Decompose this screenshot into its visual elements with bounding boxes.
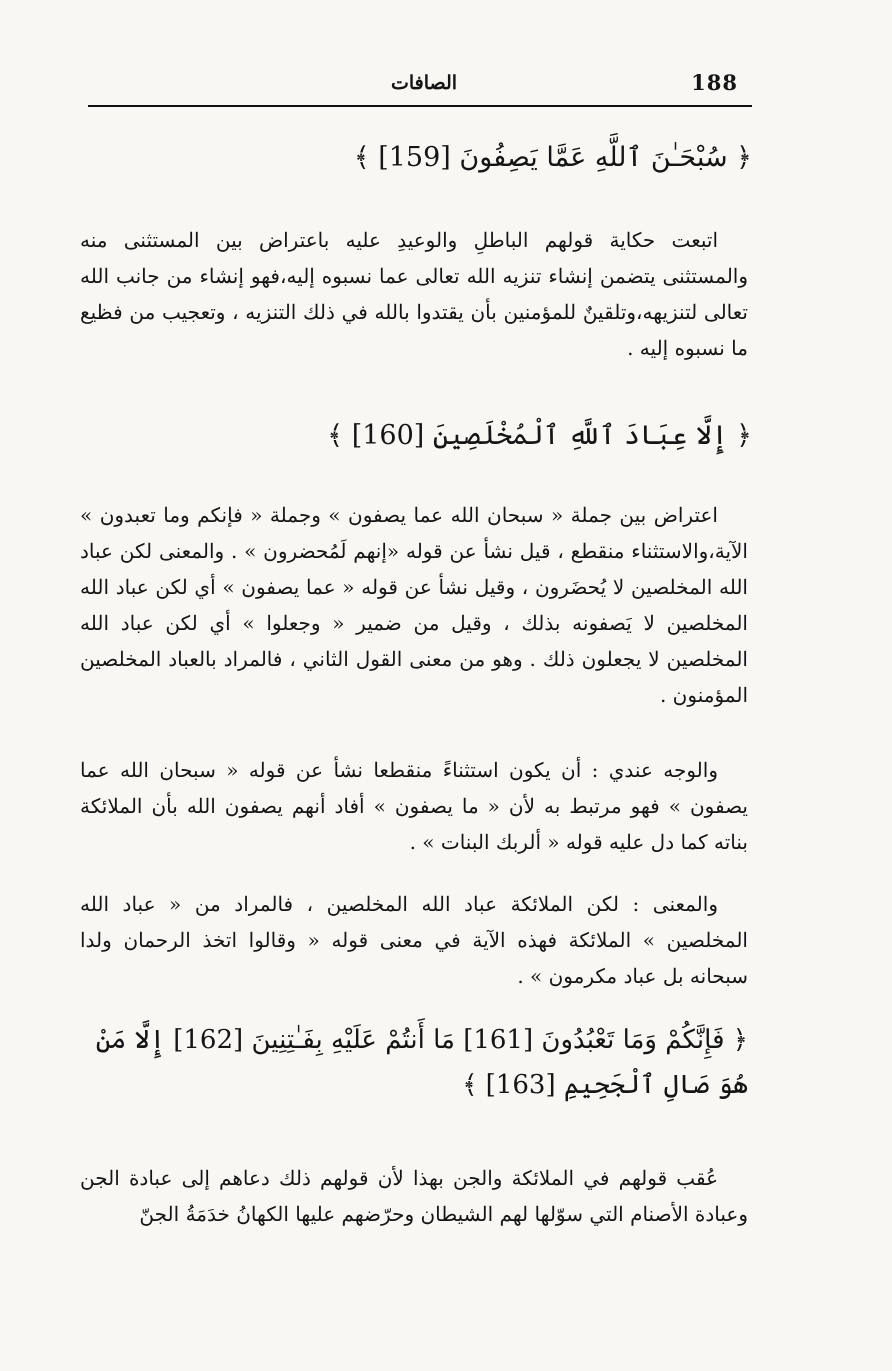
commentary-block-5 xyxy=(80,1160,748,1232)
quran-verse-159: ﴿ سُبْحَـٰنَ ٱللَّهِ عَمَّا يَصِفُونَ [159] ﴾ xyxy=(353,142,752,173)
commentary-block-4 xyxy=(80,886,748,994)
quran-verses-161-163: ﴿ فَإِنَّكُمْ وَمَا تَعْبُدُونَ [161] مَا أَنتُمْ عَلَيْهِ بِفَـٰتِنِينَ [162] إِلَّا مَنْ هُوَ صَالِ ٱلْجَحِيمِ [163] ﴾ xyxy=(95,1025,748,1100)
commentary-paragraph: والوجه عندي : أن يكون استثناءً منقطعا نشأ عن قوله « سبحان الله عما يصفون » فهو مرتبط به لأن « ما يصفون » أفاد أنهم يصفون الله بأن الملائكة بناته كما دل عليه قوله « ألربك البنات » . xyxy=(80,758,748,854)
commentary-block-2 xyxy=(80,497,748,713)
commentary-paragraph: اتبعت حكاية قولهم الباطلِ والوعيدِ عليه باعتراض بين المستثنى منه والمستثنى يتضمن إنشاء تنزيه الله تعالى عما نسبوه إليه،فهو إنشاء من جانب الله تعالى لتنزيهه،وتلقينٌ للمؤمنين بأن يقتدوا بالله في ذلك التنزيه ، وتعجيب من فظيع ما نسبوه إليه . xyxy=(80,228,748,360)
page-number: 188 xyxy=(691,70,738,95)
commentary-block-1 xyxy=(80,222,748,366)
quran-verse-160: ﴿ إِلَّا عِبَادَ ٱللَّهِ ٱلْمُخْلَصِينَ [160] ﴾ xyxy=(327,420,752,451)
commentary-paragraph: والمعنى : لكن الملائكة عباد الله المخلصين ، فالمراد من « عباد الله المخلصين » الملائكة فهذه الآية في معنى قوله « وقالوا اتخذ الرحمان ولدا سبحانه بل عباد مكرمون » . xyxy=(80,892,748,988)
running-header xyxy=(88,66,752,106)
commentary-paragraph: اعتراض بين جملة « سبحان الله عما يصفون » وجملة « فإنكم وما تعبدون » الآية،والاستثناء منقطع ، قيل نشأ عن قوله «إنهم لَمُحضرون » . والمعنى لكن عباد الله المخلصين لا يُحضَرون ، وقيل نشأ عن قوله « عما يصفون » أي لكن عباد الله المخلصين لا يَصفونه بذلك ، وقيل من ضمير « وجعلوا » أي لكن عباد الله المخلصين لا يجعلون ذلك . وهو من معنى القول الثاني ، فالمراد بالعباد المخلصين المؤمنون . xyxy=(80,503,748,707)
header-divider xyxy=(88,105,752,107)
commentary-block-3 xyxy=(80,752,748,860)
surah-name: الصافات xyxy=(390,72,458,94)
commentary-paragraph: عُقب قولهم في الملائكة والجن بهذا لأن قولهم ذلك دعاهم إلى عبادة الجن وعبادة الأصنام التي سوّلها لهم الشيطان وحرّضهم عليها الكهانُ خدَمَةُ الجنّ xyxy=(80,1166,748,1226)
